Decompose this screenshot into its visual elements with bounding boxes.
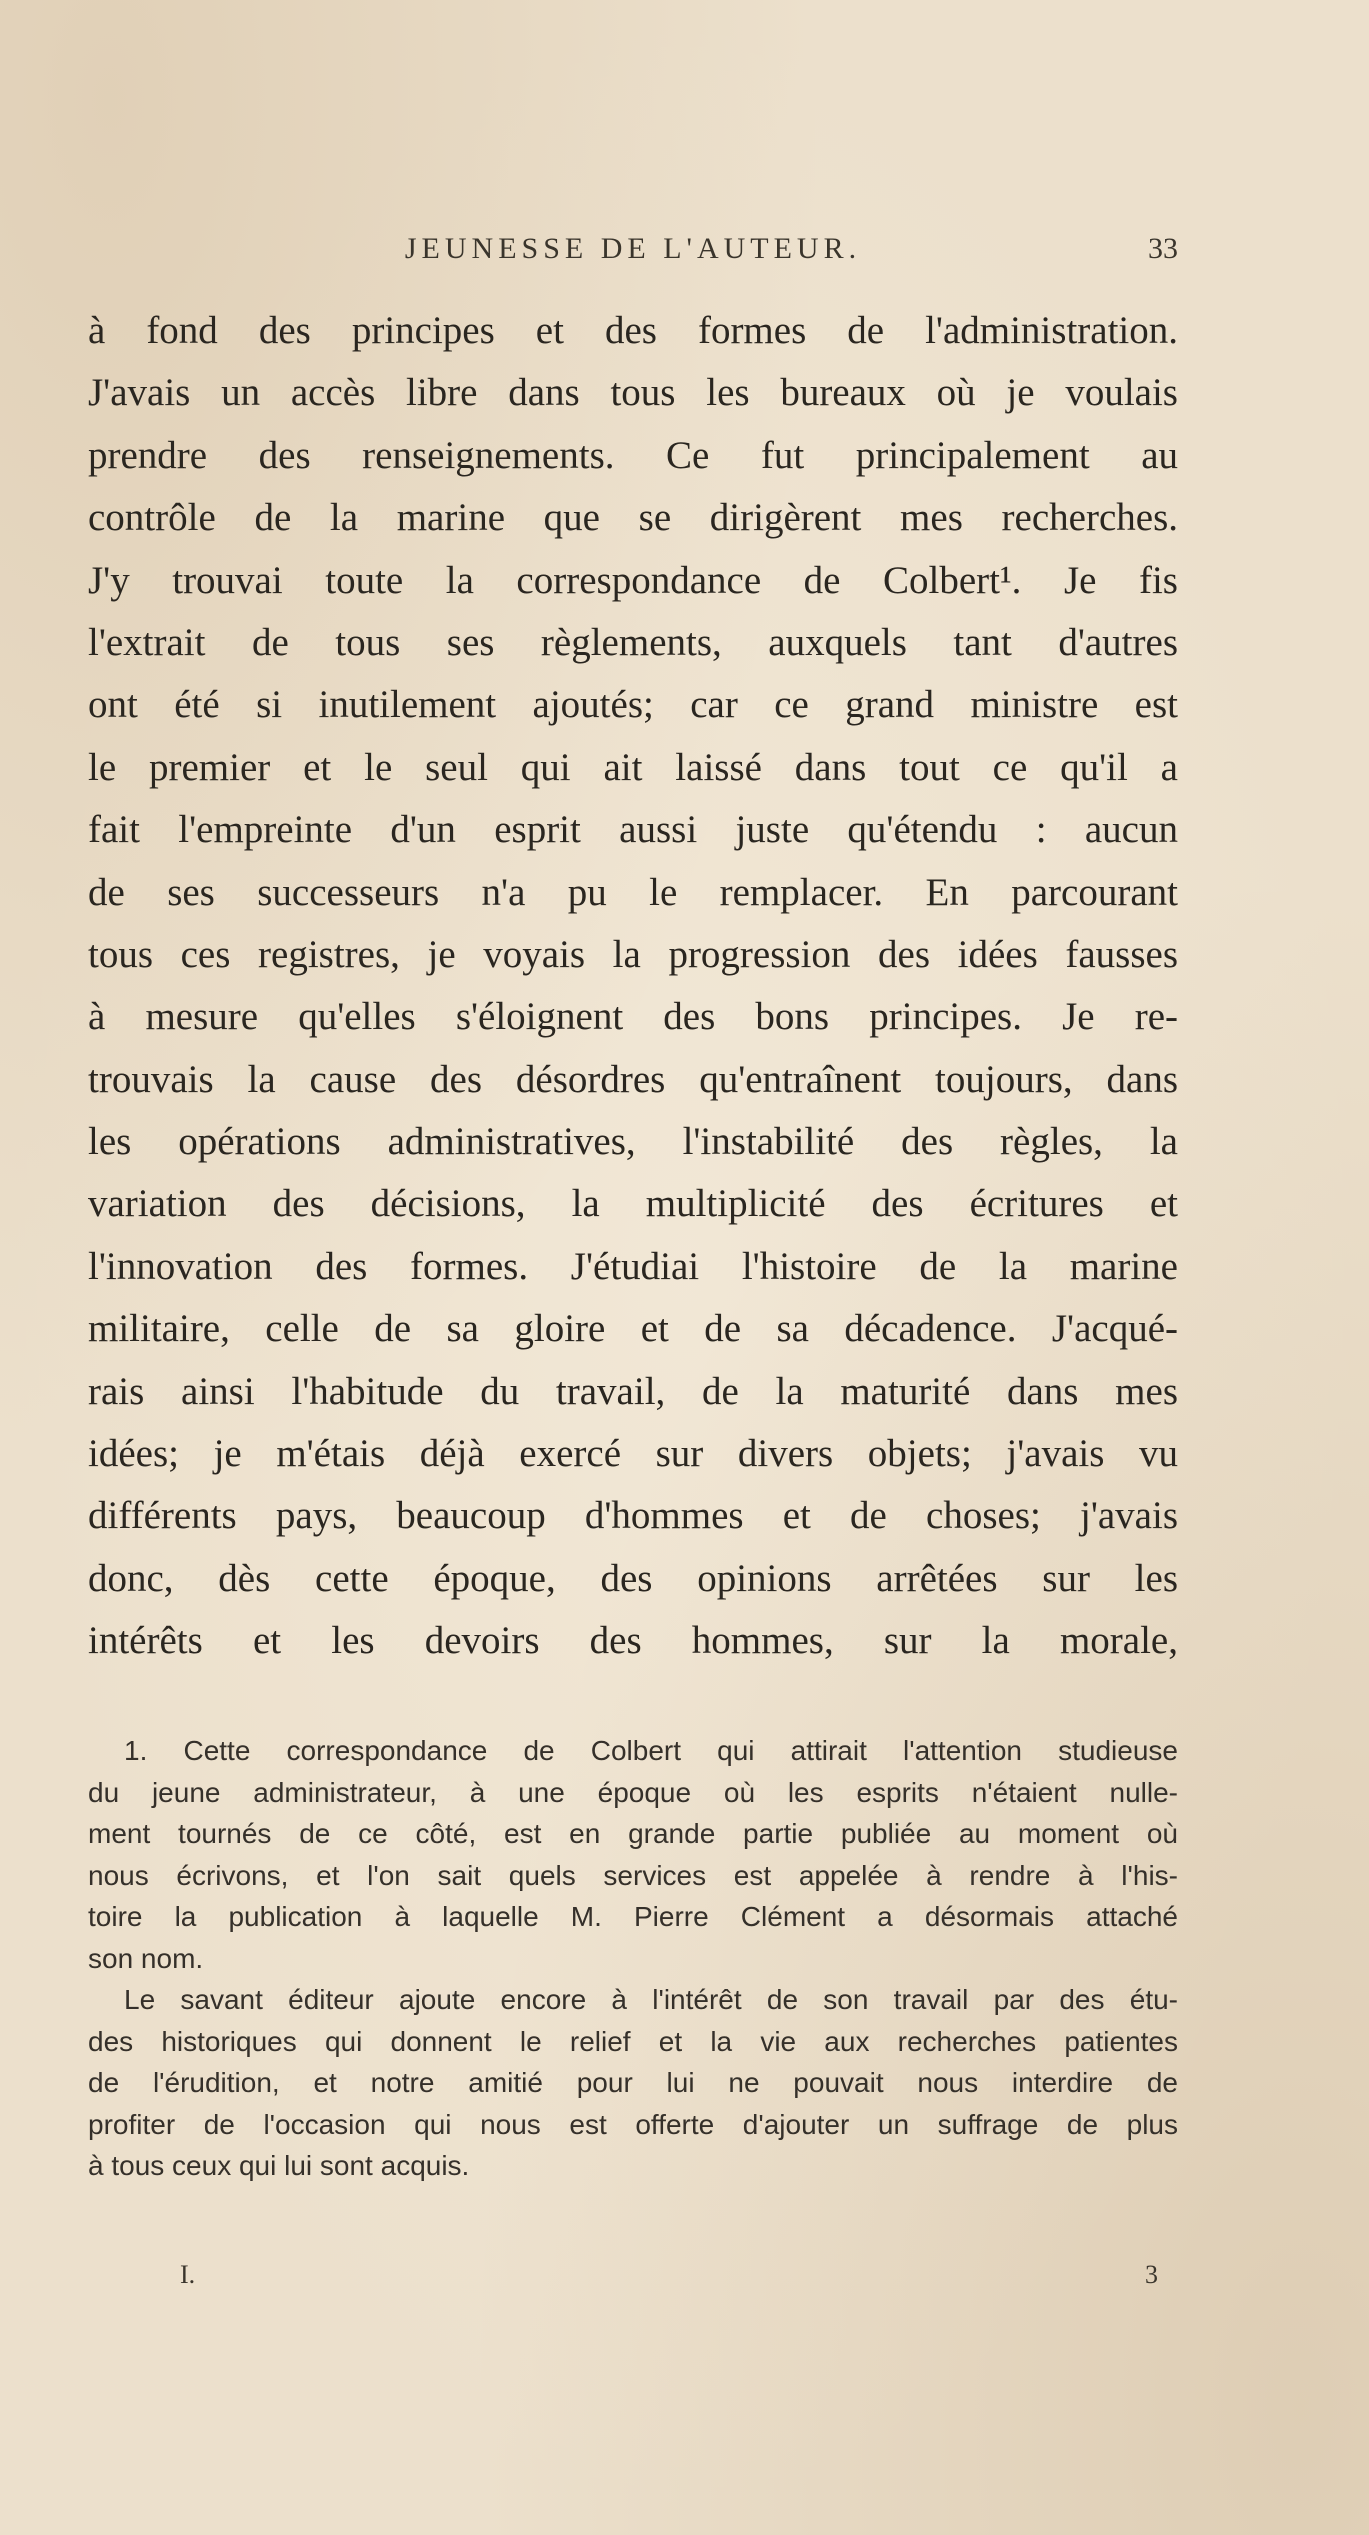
footnote-line: son nom. [88, 1942, 204, 1974]
text-line: à mesure qu'elles s'éloignent des bons principes. Je re- [88, 995, 1178, 1039]
text-line: l'innovation des formes. J'étudiai l'histoire de la marine [88, 1244, 1178, 1288]
footnote-line: ment tournés de ce côté, est en grande partie publiée au moment où [88, 1818, 1178, 1849]
text-line: trouvais la cause des désordres qu'entraînent toujours, dans [88, 1057, 1178, 1101]
footnotes [88, 1730, 1178, 2187]
gathering-mark: 3 [1145, 2260, 1158, 2289]
text-line: contrôle de la marine que se dirigèrent mes recherches. [88, 496, 1178, 540]
footnote-line: 1. Cette correspondance de Colbert qui attirait l'attention studieuse [124, 1735, 1178, 1766]
text-line: prendre des renseignements. Ce fut principalement au [88, 433, 1178, 477]
footnote-line: à tous ceux qui lui sont acquis. [88, 2150, 470, 2181]
text-line: J'y trouvai toute la correspondance de Colbert¹. Je fis [88, 558, 1178, 602]
body-text [88, 300, 1178, 1673]
text-line: rais ainsi l'habitude du travail, de la maturité dans mes [88, 1369, 1178, 1413]
text-line: fait l'empreinte d'un esprit aussi juste qu'étendu : aucun [88, 808, 1178, 852]
text-line: J'avais un accès libre dans tous les bureaux où je voulais [88, 371, 1178, 415]
signature-mark [88, 2260, 1178, 2300]
text-line: tous ces registres, je voyais la progression des idées fausses [88, 932, 1178, 976]
footnote-line: des historiques qui donnent le relief et la vie aux recherches patientes [88, 2025, 1178, 2057]
text-line: intérêts et les devoirs des hommes, sur la morale, [88, 1619, 1178, 1663]
text-line: variation des décisions, la multiplicité des écritures et [88, 1182, 1178, 1226]
running-title: JEUNESSE DE L'AUTEUR. [404, 232, 862, 265]
footnote-line: Le savant éditeur ajoute encore à l'intérêt de son travail par des étu- [124, 1984, 1178, 2015]
footnote-line: du jeune administrateur, à une époque où les esprits n'étaient nulle- [88, 1776, 1178, 1808]
footnote-line: toire la publication à laquelle M. Pierre Clément a désormais attaché [88, 1901, 1178, 1932]
footnote-line: profiter de l'occasion qui nous est offerte d'ajouter un suffrage de plus [88, 2108, 1178, 2140]
text-line: donc, dès cette époque, des opinions arrêtées sur les [88, 1556, 1178, 1600]
text-line: les opérations administratives, l'instabilité des règles, la [88, 1120, 1178, 1164]
text-line: ont été si inutilement ajoutés; car ce grand ministre est [88, 683, 1178, 727]
footnote-line: nous écrivons, et l'on sait quels services est appelée à rendre à l'his- [88, 1859, 1178, 1891]
text-line: l'extrait de tous ses règlements, auxquels tant d'autres [88, 620, 1178, 664]
volume-mark: I. [180, 2260, 196, 2289]
text-line: de ses successeurs n'a pu le remplacer. En parcourant [88, 870, 1178, 914]
running-head [88, 232, 1178, 272]
text-line: idées; je m'étais déjà exercé sur divers objets; j'avais vu [88, 1432, 1178, 1476]
text-line: le premier et le seul qui ait laissé dans tout ce qu'il a [88, 745, 1178, 789]
text-line: différents pays, beaucoup d'hommes et de choses; j'avais [88, 1494, 1178, 1538]
page-number: 33 [1148, 232, 1178, 265]
book-page [88, 0, 1178, 2535]
footnote-line: de l'érudition, et notre amitié pour lui ne pouvait nous interdire de [88, 2067, 1178, 2098]
text-line: à fond des principes et des formes de l'administration. [88, 309, 1178, 352]
text-line: militaire, celle de sa gloire et de sa décadence. J'acqué- [88, 1307, 1178, 1351]
